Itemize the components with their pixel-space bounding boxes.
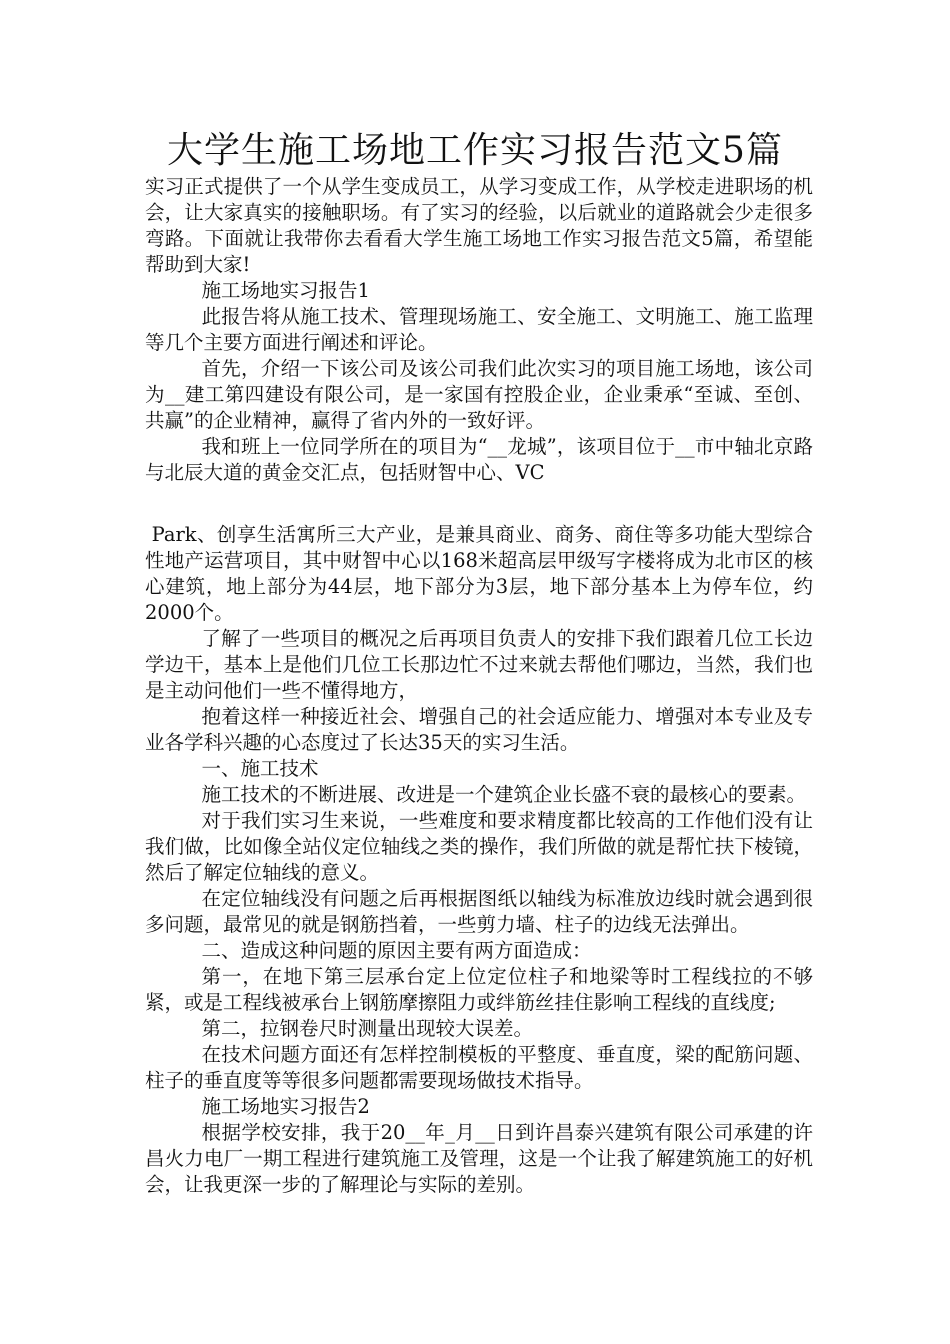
section-heading-causes: 二、造成这种问题的原因主要有两方面造成： (201, 939, 592, 962)
document-title: 大学生施工场地工作实习报告范文5篇 (167, 130, 783, 171)
paragraph: 第二，拉钢卷尺时测量出现较大误差。 (201, 1017, 534, 1040)
section-heading-report-2: 施工场地实习报告2 (201, 1095, 370, 1118)
document-body (145, 174, 813, 1198)
paragraph: 施工技术的不断进展、改进是一个建筑企业长盛不衰的最核心的要素。 (201, 783, 807, 806)
paragraph-gap (145, 486, 813, 522)
paragraph: 在定位轴线没有问题之后再根据图纸以轴线为标准放边线时就会遇到很多问题，最常见的就是钢筋挡着，一些剪力墙、柱子的边线无法弹出。 (145, 887, 813, 936)
section-heading-construction-technology: 一、施工技术 (201, 757, 319, 780)
paragraph: 对于我们实习生来说，一些难度和要求精度都比较高的工作他们没有让我们做，比如像全站仪定位轴线之类的操作，我们所做的就是帮忙扶下棱镜，然后了解定位轴线的意义。 (145, 809, 813, 884)
paragraph: 了解了一些项目的概况之后再项目负责人的安排下我们跟着几位工长边学边干，基本上是他们几位工长那边忙不过来就去帮他们哪边，当然，我们也是主动问他们一些不懂得地方， (145, 627, 813, 702)
paragraph: 抱着这样一种接近社会、增强自己的社会适应能力、增强对本专业及专业各学科兴趣的心态度过了长达35天的实习生活。 (145, 705, 813, 754)
paragraph: 第一，在地下第三层承台定上位定位柱子和地梁等时工程线拉的不够紧，或是工程线被承台上钢筋摩擦阻力或绊筋丝挂住影响工程线的直线度; (145, 965, 813, 1014)
paragraph: Park、创享生活寓所三大产业，是兼具商业、商务、商住等多功能大型综合性地产运营项目，其中财智中心以168米超高层甲级写字楼将成为北市区的核心建筑，地上部分为44层，地下部分为3层，地下部分基本上为停车位，约2000个。 (145, 523, 813, 624)
paragraph: 根据学校安排，我于20__年_月__日到许昌泰兴建筑有限公司承建的许昌火力电厂一期工程进行建筑施工及管理，这是一个让我了解建筑施工的好机会，让我更深一步的了解理论与实际的差别。 (145, 1121, 813, 1196)
paragraph: 首先，介绍一下该公司及该公司我们此次实习的项目施工场地，该公司为__建工第四建设有限公司，是一家国有控股企业，企业秉承“至诚、至创、共赢”的企业精神，赢得了省内外的一致好评。 (145, 357, 813, 432)
section-heading-report-1: 施工场地实习报告1 (201, 279, 370, 302)
paragraph: 此报告将从施工技术、管理现场施工、安全施工、文明施工、施工监理等几个主要方面进行阐述和评论。 (145, 305, 813, 354)
paragraph: 我和班上一位同学所在的项目为“__龙城”，该项目位于__市中轴北京路与北辰大道的黄金交汇点，包括财智中心、VC (145, 435, 813, 484)
paragraph: 在技术问题方面还有怎样控制模板的平整度、垂直度，梁的配筋问题、柱子的垂直度等等很多问题都需要现场做技术指导。 (145, 1043, 813, 1092)
intro-paragraph: 实习正式提供了一个从学生变成员工，从学习变成工作，从学校走进职场的机会，让大家真实的接触职场。有了实习的经验，以后就业的道路就会少走很多弯路。下面就让我带你去看看大学生施工场地工作实习报告范文5篇，希望能帮助到大家! (145, 175, 813, 276)
